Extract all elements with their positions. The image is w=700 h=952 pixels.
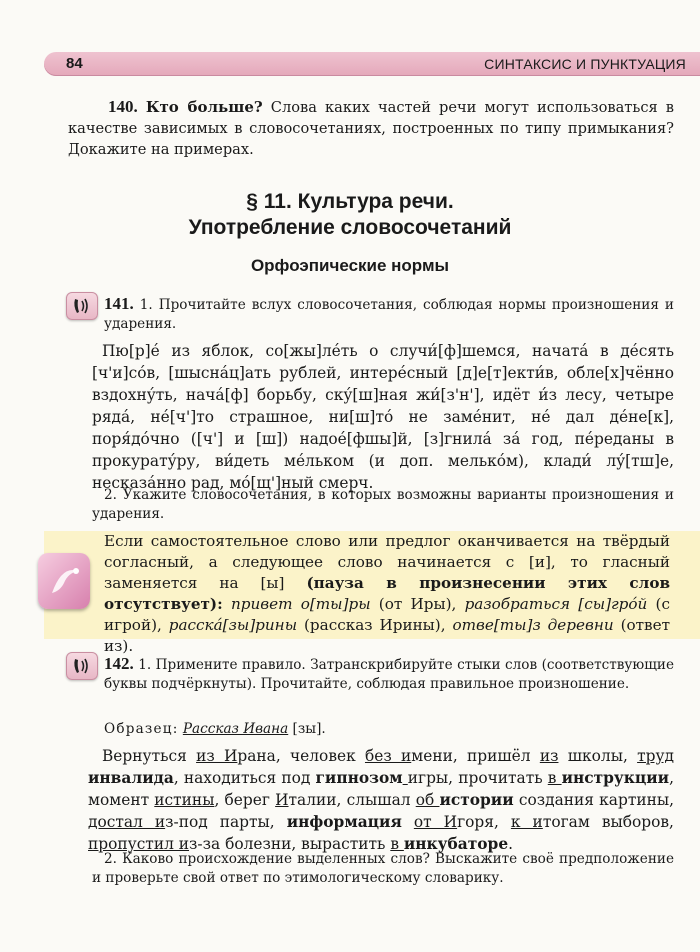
- sample-phrase: Рассказ Ивана: [182, 721, 289, 737]
- page-number: 84: [66, 55, 83, 72]
- task-141-instruction: [104, 294, 674, 334]
- instruction-text: 1. Примените правило. Затранскрибируйте стыки слов (соответствующие буквы подчёркнуты). Прочитайте, соблюдая правильное произношение.: [104, 657, 674, 692]
- highlighted-word: инвалида: [88, 769, 174, 787]
- highlighted-word: инструкции: [561, 769, 670, 787]
- underlined-junction: из: [539, 747, 559, 765]
- running-title: СИНТАКСИС И ПУНКТУАЦИЯ: [484, 56, 686, 72]
- sample-label: Образец:: [104, 721, 179, 737]
- rule-example-gloss: (рассказ Ирины),: [297, 616, 453, 634]
- rule-example-gloss: (с игрой),: [104, 595, 670, 634]
- underlined-junction: в: [390, 835, 404, 853]
- highlighted-word: истории: [439, 791, 514, 809]
- phone-speaker-icon: [67, 293, 97, 319]
- rule-example: разобраться [сы]гро́й: [464, 595, 648, 613]
- rule-bold-text: (пауза в произнесении этих слов отсутствует):: [104, 574, 670, 613]
- phone-speaker-icon: [67, 653, 97, 679]
- underlined-junction: пропустил и: [88, 835, 190, 853]
- underlined-junction: истины: [154, 791, 215, 809]
- highlighted-word: информация: [286, 813, 402, 831]
- phrase-text: Вернуться: [102, 747, 197, 765]
- phrase-text: создания картины,: [513, 791, 674, 809]
- task-142-instruction: [104, 654, 674, 694]
- running-header: [44, 52, 700, 76]
- section-title-line-1: § 11. Культура речи.: [246, 190, 454, 213]
- task-142-instruction-2: 2. Каково происхождение выделенных слов? Выскажите своё предположение и проверьте свой ответ по этимологическому словарику.: [92, 851, 674, 886]
- task-text: Слова каких частей речи могут использоваться в качестве зависимых в словосочетаниях, построенных по типу примыкания? Докажите на примерах.: [68, 99, 674, 158]
- underlined-junction: достал и: [88, 813, 166, 831]
- bookmark-rule-icon: [38, 553, 90, 609]
- audio-icon[interactable]: [66, 292, 98, 320]
- underlined-junction: труд: [637, 747, 674, 765]
- rule-text: [104, 531, 670, 657]
- rule-example-gloss: (от Иры),: [370, 595, 465, 613]
- phrase-text: рана, человек: [237, 747, 365, 765]
- phrase-text: тогам выборов,: [542, 813, 674, 831]
- rule-icon: [38, 553, 90, 609]
- instruction-text: 1. Прочитайте вслух словосочетания, соблюдая нормы произношения и ударения.: [104, 297, 674, 332]
- underlined-junction: без и: [364, 747, 412, 765]
- phrase-text: горя,: [457, 813, 511, 831]
- task-142-phrases: [88, 745, 674, 855]
- audio-icon[interactable]: [66, 652, 98, 680]
- rule-main-text: Если самостоятельное слово или предлог оканчивается на твёрдый согласный, а следующее слово начинается с [и], то гласный заменяется на [ы]: [104, 532, 670, 592]
- phrase-text: [402, 813, 414, 831]
- task-title: Кто больше?: [145, 98, 263, 116]
- section-subtitle: Орфоэпические нормы: [250, 256, 450, 275]
- phrase-text: з-под парты,: [165, 813, 287, 831]
- underlined-junction: И: [275, 791, 289, 809]
- task-140: [68, 96, 674, 160]
- rule-example-gloss: (ответ из).: [104, 616, 670, 655]
- phrase-text: талии, слышал: [288, 791, 416, 809]
- underlined-junction: от И: [413, 813, 458, 831]
- underlined-junction: из И: [196, 747, 238, 765]
- task-number: 140.: [108, 97, 138, 116]
- phrase-text: , берег: [214, 791, 276, 809]
- phrase-text: школы,: [558, 747, 638, 765]
- sample-transcription: [зы].: [292, 721, 326, 737]
- phrase-text: з-за болезни, вырастить: [189, 835, 391, 853]
- task-141-phrases: Пю[р]е́ из яблок, со[жы]ле́ть о случи́[ф]шемся, начата́ в де́сять [ч'и]со́в, [шысна́ц]ать рублей, интере́сный [д]е[т]екти́в, обле[х]чённо вздохну́ть, нача́[ф] борьбу, ску́[ш]ная жи́[з'н'], идёт и́з лесу, четыре ряда́, не́[ч']то страшное, ни[ш]то́ не заме́нит, не́ дал де́не[к], поря́до́чно ([ч'] и [ш]) надое́[фшы]й, [з]гнила́ за́ год, пе́реданы в прокурату́ру, ви́деть ме́льком (и доп. мелько́м), клади́ лу́[тш]е, несказа́нно рад, мо́[щ']ный смерч.: [92, 342, 674, 492]
- phrase-text: , находиться под: [173, 769, 316, 787]
- task-number: 142.: [104, 654, 134, 673]
- sample-line: [104, 720, 674, 739]
- section-title-line-2: Употребление словосочетаний: [188, 216, 512, 239]
- underlined-junction: к и: [510, 813, 543, 831]
- phrase-text: игры, прочитать: [407, 769, 548, 787]
- rule-example: расска́[зы]рины: [168, 616, 298, 634]
- phrase-text: мени, пришёл: [411, 747, 540, 765]
- rule-example: отве[ты]з деревни: [452, 616, 614, 634]
- rule-example: привет о[ты]ры: [230, 595, 371, 613]
- phrase-text: , момент: [88, 769, 674, 809]
- task-number: 141.: [104, 294, 134, 313]
- task-141-instruction-2: 2. Укажите словосочетания, в которых возможны варианты произношения и ударения.: [92, 487, 674, 522]
- phrase-text: .: [508, 835, 514, 853]
- underlined-junction: об: [415, 791, 440, 809]
- highlighted-word: инкубаторе: [403, 835, 509, 853]
- underlined-junction: в: [547, 769, 562, 787]
- highlighted-word: гипнозом: [315, 769, 403, 787]
